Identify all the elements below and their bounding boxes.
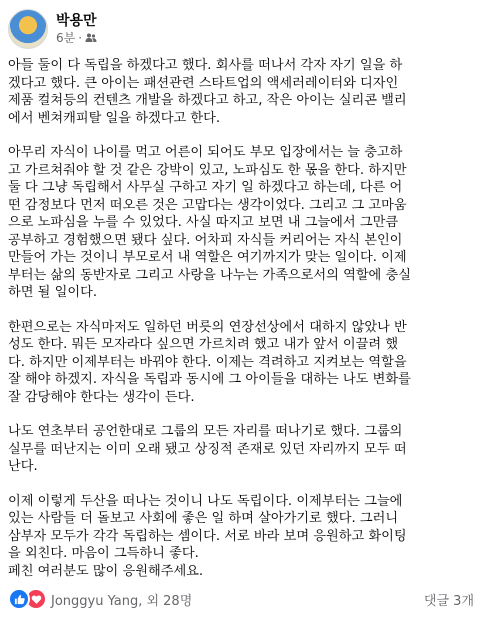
avatar[interactable]: [8, 9, 48, 49]
post-time[interactable]: 6분: [56, 31, 76, 45]
post-meta: [56, 30, 97, 46]
post-paragraph: 나도 연초부터 공언한대로 그룹의 모든 자리를 떠나기로 했다. 그룹의 실무를 떠난지는 이미 오래 됐고 상징적 존재로 있던 자리까지 모두 떠 난다.: [8, 424, 407, 474]
post-footer: [8, 588, 474, 610]
post-paragraph: 페친 여러분도 많이 응원해주세요.: [8, 563, 204, 579]
friends-icon[interactable]: [85, 32, 97, 44]
post-paragraph: 아들 둘이 다 독립을 하겠다고 했다. 회사를 떠나서 각자 자기 일을 하 겠다고 했다. 큰 아이는 패션관련 스타트업의 액세러레이터와 디자인 제품 컬쳐등의 컨텐츠 개발을 하겠다고 하고, 작은 아이는 실리콘 밸리 에서 벤쳐캐피탈 일을 하겠다고 한다.: [8, 58, 407, 126]
post-header: [8, 6, 97, 52]
comments-count[interactable]: 댓글 3개: [423, 593, 474, 609]
author-name[interactable]: 박용만: [56, 13, 97, 29]
post-body: [8, 57, 474, 597]
post-paragraph: 이제 이렇게 두산을 떠나는 것이니 나도 독립이다. 이제부터는 그늘에 있는 사람들 더 돌보고 사회에 좋은 일 하며 살아가기로 했다. 그러니 삼부자 모두가 각각 독립하는 셈이다. 서로 바라 보며 응원하고 화이팅 을 외친다. 마음이 그득하니 좋다.: [8, 493, 407, 561]
author-block: [56, 12, 97, 46]
post-paragraph: 아무리 자식이 나이를 먹고 어른이 되어도 부모 입장에서는 늘 충고하 고 가르쳐줘야 할 것 같은 강박이 있고, 노파심도 한 몫을 한다. 하지만 둘 다 그냥 독립해서 사무실 구하고 자기 일 하겠다고 하는데, 다른 어 떤 감정보다 먼저 떠오른 것은 고맙다는 생각이었다. 그리고 그 고마움 으로 노파심을 누를 수 있었다. 사실 따지고 보면 내 그늘에서 그만큼 공부하고 경험했으면 됐다 싶다. 어차피 자식들 커리어는 자식 본인이 만들어 가는 것이니 부모로서 내 역할은 여기까지가 맞는 일이다. 이제 부터는 삶의 동반자로 그리고 사랑을 나누는 가족으로서의 역할에 충실 하면 될 일이다.: [8, 145, 411, 300]
post-paragraph: 한편으로는 자식마저도 일하던 버릇의 연장선상에서 대하지 않았나 반 성도 한다. 뭐든 모자라다 싶으면 가르치려 했고 내가 앞서 이끌려 했 다. 하지만 이제부터는 바꿔야 한다. 이제는 격려하고 지켜보는 역할을 잘 해야 하겠지. 자식을 독립과 동시에 그 아이들을 대하는 나도 변화를 잘 감당해야 한다는 생각이 든다.: [8, 319, 411, 405]
meta-separator: ·: [78, 31, 83, 45]
like-icon: [8, 588, 30, 610]
reactions-summary[interactable]: [8, 588, 192, 610]
reactions-text[interactable]: Jonggyu Yang, 외 28명: [51, 593, 193, 609]
